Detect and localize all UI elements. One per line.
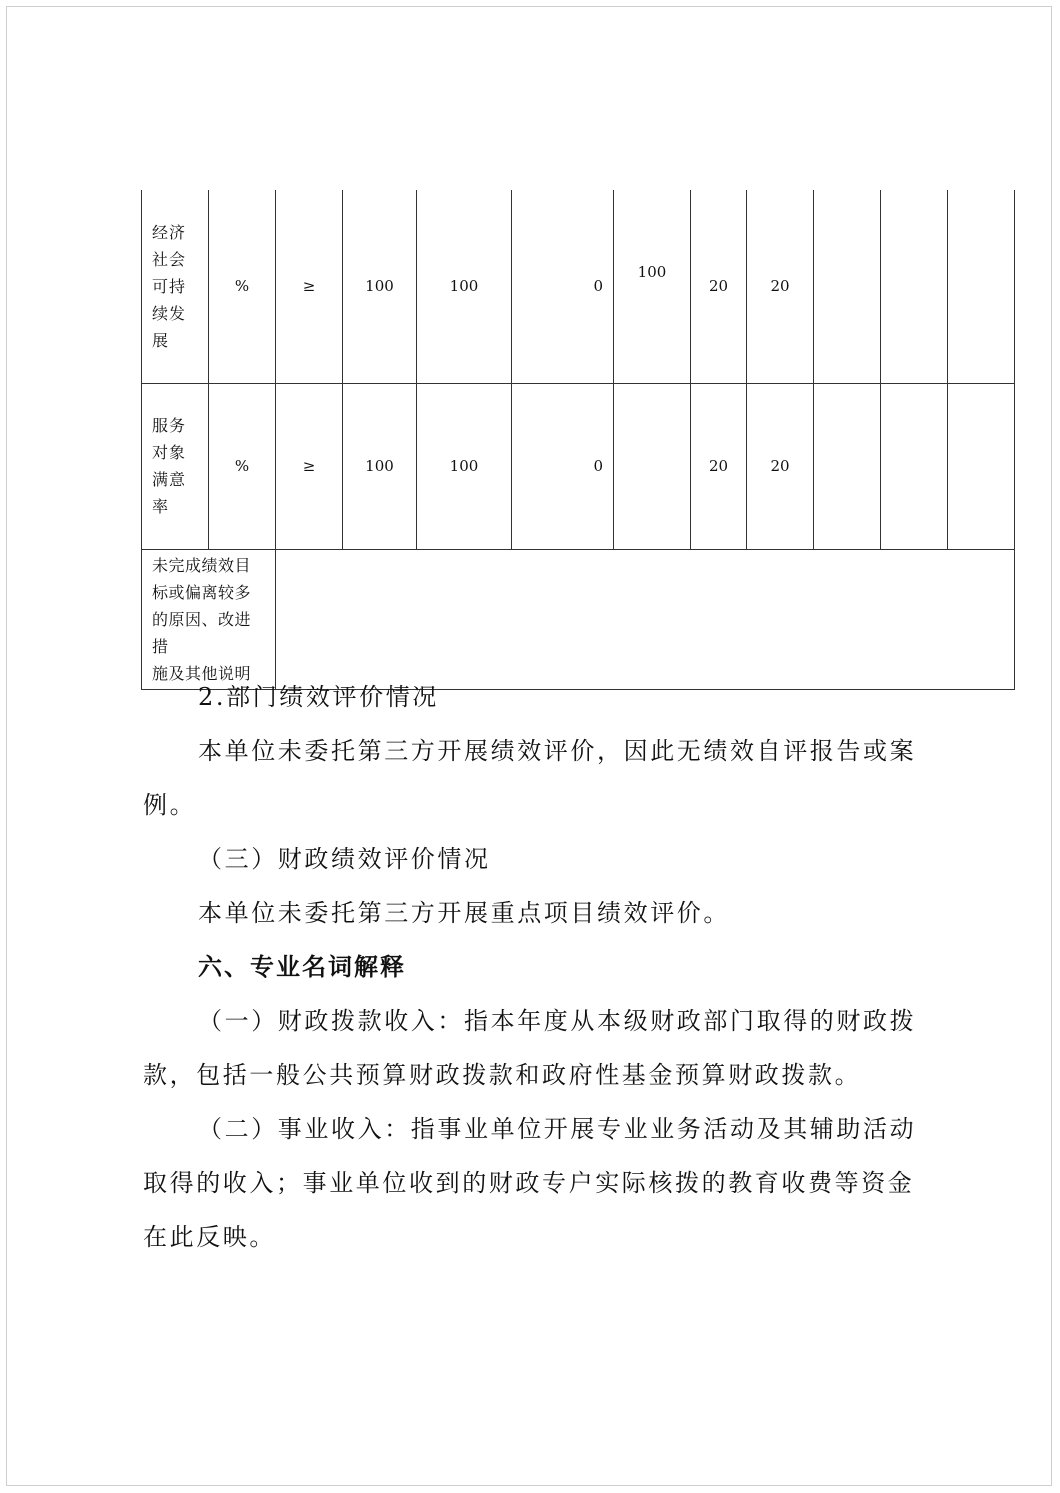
score-cell: 20	[747, 190, 814, 383]
operator-cell: ≥	[276, 190, 343, 383]
operator-cell: ≥	[276, 383, 343, 549]
paragraph: （一）财政拨款收入：指本年度从本级财政部门取得的财政拨款，包括一般公共预算财政拨款和政府性基金预算财政拨款。	[143, 1007, 917, 1089]
note-label-cell: 未完成绩效目 标或偏离较多 的原因、改进措 施及其他说明	[142, 549, 276, 689]
empty-cell	[881, 383, 948, 549]
weight-cell	[614, 383, 691, 549]
section-heading: （三）财政绩效评价情况	[198, 845, 491, 873]
score-cell: 20	[691, 190, 747, 383]
weight-cell: 100	[614, 190, 691, 383]
paragraph: 本单位未委托第三方开展重点项目绩效评价。	[198, 899, 730, 927]
section-heading: 六、专业名词解释	[198, 953, 406, 981]
unit-cell: %	[209, 190, 276, 383]
paragraph: （二）事业收入：指事业单位开展专业业务活动及其辅助活动取得的收入；事业单位收到的财政专户实际核拨的教育收费等资金在此反映。	[143, 1115, 917, 1251]
table-row	[142, 190, 1015, 383]
score-cell: 20	[747, 383, 814, 549]
note-content-cell	[276, 549, 1015, 689]
target-cell: 100	[343, 383, 417, 549]
target-cell: 100	[343, 190, 417, 383]
indicator-cell: 服务 对象 满意 率	[142, 383, 209, 549]
unit-cell: %	[209, 383, 276, 549]
empty-cell	[814, 383, 881, 549]
empty-cell	[881, 190, 948, 383]
indicator-cell: 经济 社会 可持 续发 展	[142, 190, 209, 383]
table-row	[142, 549, 1015, 689]
performance-table	[141, 190, 1015, 690]
body-text	[143, 670, 923, 1264]
paragraph: 本单位未委托第三方开展绩效评价，因此无绩效自评报告或案例。	[143, 737, 917, 819]
actual-cell: 100	[417, 383, 512, 549]
empty-cell	[948, 383, 1015, 549]
score-cell: 20	[691, 383, 747, 549]
empty-cell	[948, 190, 1015, 383]
section-heading: 2.部门绩效评价情况	[198, 683, 439, 711]
table-row	[142, 383, 1015, 549]
deviation-cell: 0	[512, 383, 614, 549]
actual-cell: 100	[417, 190, 512, 383]
empty-cell	[814, 190, 881, 383]
deviation-cell: 0	[512, 190, 614, 383]
